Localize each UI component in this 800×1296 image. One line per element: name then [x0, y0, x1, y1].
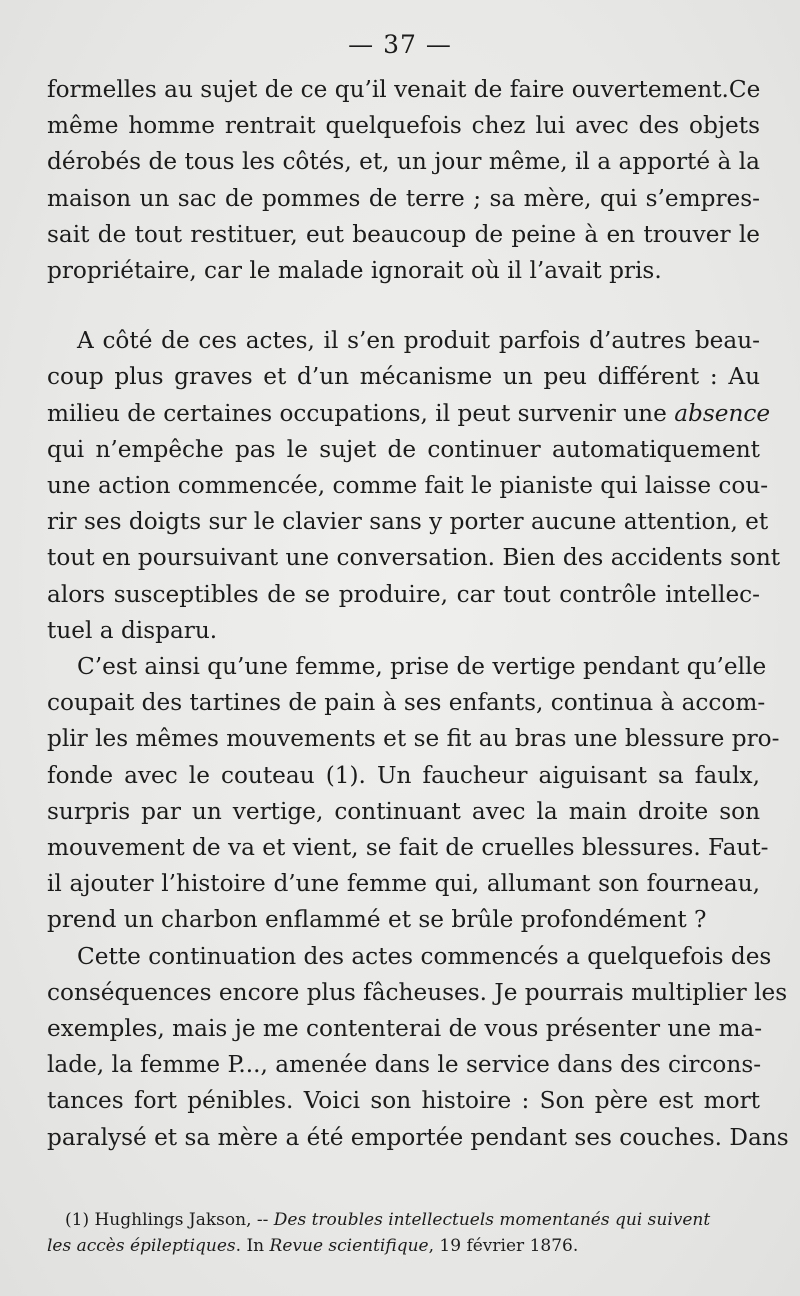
footnote-text: . In — [235, 1236, 270, 1256]
footnote-date: , 19 février 1876. — [428, 1236, 579, 1256]
text-line: exemples, mais je me contenterai de vous présenter une ma- — [47, 1015, 763, 1043]
text-line: même homme rentrait quelquefois chez lui avec des objets — [47, 112, 760, 140]
text-line: lade, la femme P..., amenée dans le service dans des circons- — [47, 1051, 762, 1079]
text-line: coup plus graves et d’un mécanisme un peu différent : Au — [47, 363, 760, 391]
text-line: propriétaire, car le malade ignorait où il l’avait pris. — [47, 257, 662, 285]
text-line: tout en poursuivant une conversation. Bien des accidents sont — [47, 544, 781, 572]
text-line: qui n’empêche pas le sujet de continuer automatiquement — [47, 435, 760, 463]
paragraph-2 — [47, 323, 781, 649]
text-line: sait de tout restituer, eut beaucoup de peine à en trouver le — [47, 220, 760, 248]
text-line: maison un sac de pommes de terre ; sa mère, qui s’empres- — [47, 184, 760, 212]
footnote-line — [47, 1207, 760, 1233]
page-number: — 37 — — [348, 30, 452, 59]
footnote-journal: Revue scientifique — [269, 1236, 429, 1256]
text-segment: milieu de certaines occupations, il peut survenir une — [47, 399, 675, 427]
text-line: coupait des tartines de pain à ses enfants, continua à accom- — [47, 689, 766, 717]
paragraph-3 — [47, 649, 780, 939]
text-line: il ajouter l’histoire d’une femme qui, allumant son fourneau, — [47, 870, 760, 898]
text-line: paralysé et sa mère a été emportée pendant ses couches. Dans — [47, 1123, 789, 1151]
footnote-title: Des troubles intellectuels momentanés qui suivent — [273, 1210, 711, 1230]
italic-term: absence — [674, 399, 771, 427]
text-line: tuel a disparu. — [47, 616, 218, 644]
footnote-title-cont: les accès épileptiques — [47, 1236, 236, 1256]
text-line: surpris par un vertige, continuant avec la main droite son — [47, 797, 760, 825]
text-line: dérobés de tous les côtés, et, un jour même, il a apporté à la — [47, 148, 760, 176]
text-line: mouvement de va et vient, se fait de cruelles blessures. Faut- — [47, 834, 769, 862]
text-line: A côté de ces actes, il s’en produit parfois d’autres beau- — [77, 327, 760, 355]
text-line: C’est ainsi qu’une femme, prise de vertige pendant qu’elle — [77, 653, 767, 681]
text-line: formelles au sujet de ce qu’il venait de faire ouvertement.Ce — [47, 76, 761, 103]
text-line: plir les mêmes mouvements et se fit au bras une blessure pro- — [47, 725, 780, 753]
body-text — [47, 72, 789, 1156]
text-line: une action commencée, comme fait le pianiste qui laisse cou- — [47, 472, 769, 500]
text-line: fonde avec le couteau (1). Un faucheur aiguisant sa faulx, — [47, 761, 760, 789]
paragraph-4 — [47, 939, 789, 1156]
text-line: Cette continuation des actes commencés a quelquefois des — [77, 942, 772, 970]
text-line: conséquences encore plus fâcheuses. Je pourrais multiplier les — [47, 978, 788, 1006]
text-line: tances fort pénibles. Voici son histoire : Son père est mort — [47, 1087, 760, 1115]
footnote-line — [47, 1233, 760, 1259]
footnote-marker: (1) Hughlings Jakson, -- — [65, 1210, 274, 1230]
text-line: rir ses doigts sur le clavier sans y porter aucune attention, et — [47, 508, 769, 536]
paragraph-gap — [47, 289, 760, 323]
text-line — [47, 396, 771, 432]
text-line: prend un charbon enflammé et se brûle profondément ? — [47, 906, 707, 934]
paragraph-1 — [47, 72, 760, 289]
footnote — [47, 1207, 760, 1259]
text-line: alors susceptibles de se produire, car tout contrôle intellec- — [47, 580, 760, 608]
